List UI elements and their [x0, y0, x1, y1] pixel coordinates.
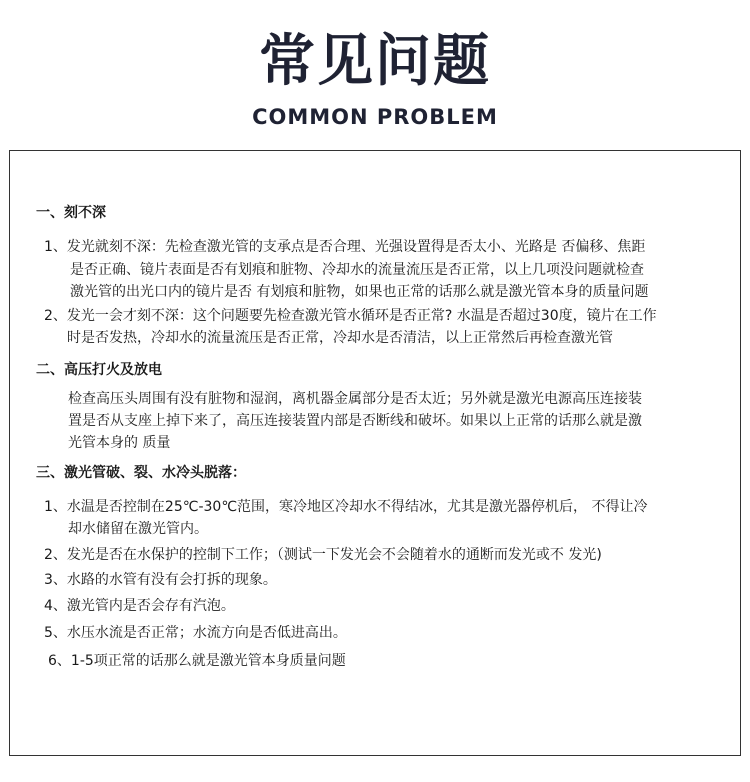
item-text: 激光管的出光口内的镜片是否 有划痕和脏物，如果也正常的话那么就是激光管本身的质量问题 [70, 284, 649, 300]
item-number: 2、 [44, 547, 67, 563]
list-item [44, 305, 657, 327]
item-text: 水路的水管有没有会打拆的现象。 [66, 572, 277, 588]
item-number: 6、 [48, 653, 71, 669]
item-text: 激光管内是否会存有汽泡。 [66, 598, 235, 614]
item-text: 是否正确、镜片表面是否有划痕和脏物、冷却水的流量流压是否正常，以上几项没问题就检查 [70, 262, 644, 278]
page-subtitle: COMMON PROBLEM [252, 105, 498, 129]
item-text: 1-5项正常的话那么就是激光管本身质量问题 [70, 653, 346, 669]
item-text: 水温是否控制在25℃-30℃范围，寒冷地区冷却水不得结冰，尤其是激光器停机后， 不得让冷 [66, 499, 648, 515]
paragraph-line: 检查高压头周围有没有脏物和湿润，离机器金属部分是否太近；另外就是激光电源高压连接装 [68, 391, 642, 407]
item-number: 3、 [44, 572, 67, 588]
item-text: 发光一会才刻不深：这个问题要先检查激光管水循环是否正常? 水温是否超过30度，镜片在工作 [66, 308, 657, 324]
page-title: 常见问题 [259, 29, 491, 94]
item-text: 时是否发热，冷却水的流量流压是否正常，冷却水是否清洁，以上正常然后再检查激光管 [67, 330, 613, 346]
item-text: 发光就刻不深：先检查激光管的支承点是否合理、光强设置得是否太小、光路是 否偏移、焦距 [66, 239, 646, 255]
list-item [44, 544, 602, 566]
list-item [48, 650, 346, 672]
section-heading: 二、高压打火及放电 [36, 362, 162, 378]
list-item [44, 236, 645, 258]
list-item [44, 496, 648, 518]
paragraph-line: 光管本身的 质量 [68, 435, 171, 451]
item-number: 2、 [44, 308, 67, 324]
section-heading: 一、刻不深 [36, 205, 106, 221]
item-number: 1、 [44, 499, 67, 515]
item-number: 1、 [44, 239, 67, 255]
item-text: 水压水流是否正常；水流方向是否低进高出。 [66, 625, 347, 641]
list-item [44, 595, 235, 617]
list-item [44, 622, 347, 644]
item-number: 4、 [44, 598, 67, 614]
item-text: 发光是否在水保护的控制下工作；（测试一下发光会不会随着水的通断而发光或不 发光) [66, 547, 602, 563]
list-item [44, 569, 277, 591]
section-heading: 三、激光管破、裂、水冷头脱落： [36, 465, 246, 481]
item-text: 却水储留在激光管内。 [68, 521, 208, 537]
item-number: 5、 [44, 625, 67, 641]
paragraph-line: 置是否从支座上掉下来了，高压连接装置内部是否断线和破坏。如果以上正常的话那么就是激 [68, 413, 642, 429]
